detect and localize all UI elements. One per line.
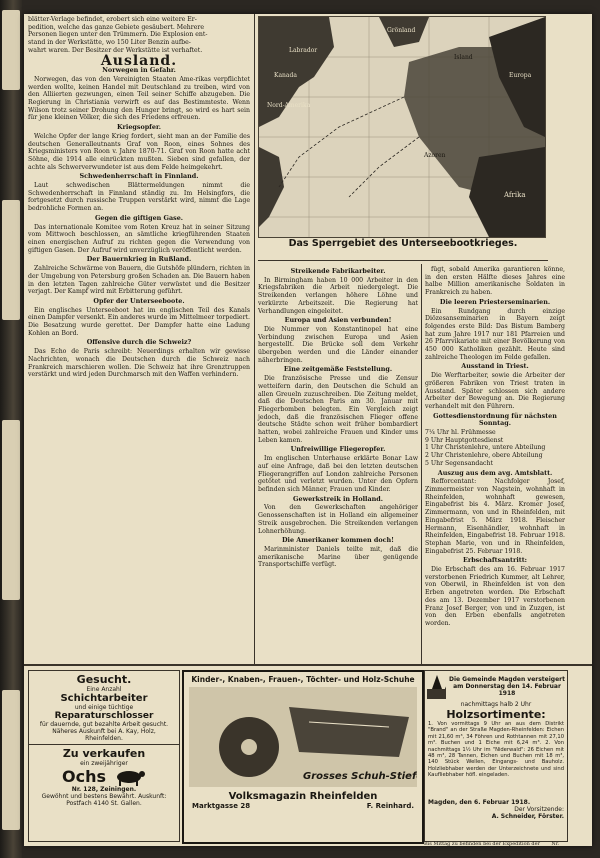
article-heading: Opfer der Unterseeboote. <box>93 296 185 305</box>
binding-strip <box>2 690 20 830</box>
article-text: Laut schwedischen Blättermeldungen nimmt die Schwedenherrschaft in Finnland ständig zu. Im Helsingfors, die fortgesetzt durch russische Truppen verstärkt wird, nimmt die Lage bedrohliche Formen an. <box>28 182 250 213</box>
map-label: Nord-Amerika <box>267 102 311 109</box>
article-heading: Streikende Fabrikarbeiter. <box>290 267 386 275</box>
shoe-banner: Grosses Schuh-Stief <box>303 771 417 782</box>
ad-schuhe: Kinder-, Knaben-, Frauen-, Töchter- und Holz-Schuhe Grosses Schuh-Stief Volksmagazin Rheinfelden Marktgasse 28 F. Reinhard. <box>182 670 424 844</box>
article-text: Ein Rundgang durch einzige Diözesanseminarien in Bayern zeigt folgendes erste Bild: Das Bistum Bamberg hat zum Jahre 1917 nur 181 Pfarreien und 26 Pfarrvikariate mit einer Bevölkerung von 450 000 Katholiken gezählt. Heute sind zahlreiche Theologen im Felde gefallen. <box>425 307 565 361</box>
article-text: fügt, sobald Amerika garantieren könne, in den ersten Hälfte dieses Jahres eine halbe Million amerikanische Soldaten in Frankreich zu haben. <box>425 266 565 297</box>
map-graphic <box>259 17 545 237</box>
article-text: Welche Opfer der lange Krieg fordert, sieht man an der Familie des deutschen Generalleutnants Graf von Roon, eines Sohnes des Kriegsministers von Roon v. Jahre 1870-71. Graf von Roon hatte acht Söhne, die 1914 alle einrückten mußten. Sieben sind gefallen, der achte als Schwerverwundeter ist aus dem Felde heimgekehrt. <box>28 132 250 171</box>
ad-gesucht: Gesucht. Eine Anzahl Schichtarbeiter und einige tüchtige Reparaturschlosser für dauernde, gut bezahlte Arbeit gesucht. Näheres Auskunft bei A. Kay, Holz, Rheinfelden. Zu verkaufen ein zweijähriger Ochs Nr. 128, Zeiningen. Gewöhnt und bestens Bewährt. Auskunft: Postfach 4140 St. Gallen. <box>28 670 180 842</box>
column-rule <box>421 264 422 664</box>
service-item: 1 Uhr Christenlehre, untere Abteilung <box>425 444 546 452</box>
article-heading: Norwegen in Gefahr. <box>102 66 176 75</box>
newspaper-page <box>24 14 592 846</box>
service-item: 5 Uhr Segensandacht <box>425 459 493 467</box>
binding-strip <box>2 10 20 90</box>
article-heading: Die Amerikaner kommen doch! <box>282 536 394 545</box>
article-text: Die französische Presse und die Zensur wetteifern darin, den Deutschen die Schuld an allen Greueln zuzuschreiben. Die Zeitung meldet, daß die Deutschen Paris am 30. Januar mit Fliegerbomben belegten. Ein Vergleich zeigt jedoch, daß die französischen Flieger offene deutsche Städte schon weit früher bombardiert hatten, wobei zahlreiche Frauen und Kinder ums Leben kamen. <box>258 375 418 444</box>
column-rule <box>254 14 255 664</box>
blockade-map <box>258 16 546 238</box>
article-heading: Offensive durch die Schweiz? <box>86 338 192 347</box>
map-label: Europa <box>509 72 532 79</box>
article-heading: Kriegsopfer. <box>116 123 162 132</box>
article-heading: Erbschaftsantritt: <box>462 556 528 565</box>
binding-strip <box>2 200 20 320</box>
caption-rule <box>258 260 548 261</box>
ad-divider <box>29 744 179 745</box>
map-label: Afrika <box>504 191 526 199</box>
article-text: Ein englisches Unterseeboot hat im englischen Teil des Kanals einen Dampfer versenkt. Ein anderes wurde im Mittelmeer torpediert. Die Besatzung wurde gerettet. Der Dampfer hatte eine Ladung Kohlen an Bord. <box>28 306 250 337</box>
article-heading: Gewerkstreik in Holland. <box>293 494 383 503</box>
article-heading: Gottesdienstordnung für nächsten Sonntag. <box>433 411 557 428</box>
map-caption: Das Sperrgebiet des Unterseebootkrieges. <box>288 238 518 249</box>
article-heading: Eine zeitgemäße Feststellung. <box>283 365 393 374</box>
article-heading: Gegen die giftigen Gase. <box>94 213 184 222</box>
page-footer: Bis Mittag zu befinden bei der Expedition der Nr. <box>424 841 560 846</box>
article-text: Norwegen, das von den Vereinigten Staaten Ame-rikas verpflichtet werden wollte, keinen Handel mit Deutschland zu treiben, wird von den Alliierten gezwungen, einen Teil seiner Schiffe abzugeben. Die Regierung in Christiania verwirft es auf das Bestimmteste. Wenn Wilson trotz seiner Drohung den Hunger bringt, so wird es hart sein für jene kleinen Völker, die sich des Friedens erfreuen. <box>28 75 250 122</box>
left-column <box>28 16 250 380</box>
ad-magden: Die Gemeinde Magden versteigert am Donnerstag den 14. Februar 1918 nachmittags halb 2 Uhr Holzsortimente: 1. Von vormittags 9 Uhr an aus dem Distrikt "Brand" an der Straße Magden-Rheinfelden: Eichen mit 21,60 m³, 34 Föhren und Rothtannen mit 27,10 m³. Buchen und 1 Eiche mit 6,24 m³. 2. Von nachmittags 1½ Uhr im "Niderwald": 26 Eichen mit 48 m³, 28 Tannen, Eichen und Buchen mit 18 m³, 140 Stück Wellen, Eingangs- und Bauholz. Holzliebhaber werden der Unterzeichnete und sind Kaufliebhaber höfl. eingeladen. Magden, den 6. Februar 1918. Der Vorsitzende: A. Schneider, Förster. <box>424 670 568 842</box>
map-label: Labrador <box>289 47 318 54</box>
service-list <box>425 429 565 468</box>
right-column <box>425 266 565 629</box>
article-heading: Europa und Asien verbunden! <box>284 316 392 325</box>
article-heading: Der Bauernkrieg in Rußland. <box>86 255 192 264</box>
article-text: In Birmingham haben 10 000 Arbeiter in den Kriegsfabriken die Arbeit niedergelegt. Die Streikenden verlangen höhere Löhne und verkürzte Arbeitszeit. Die Regierung hat Verhandlungen eingeleitet. <box>258 276 418 315</box>
article-text: Die Werftarbeiter, sowie die Arbeiter der größeren Fabriken von Triest traten in Ausstand. Später schlossen sich andere Arbeiter der Bewegung an. Die Regierung verhandelt mit den Führern. <box>425 372 565 410</box>
service-item: 2 Uhr Christenlehre, obere Abteilung <box>425 452 543 460</box>
article-text: Im englischen Unterhause erklärte Bonar Law auf eine Anfrage, daß bei den letzten deutschen Fliegerangriffen auf London zahlreiche Personen getötet und verletzt wurden. Unter den Opfern befinden sich Männer, Frauen und Kinder. <box>258 455 418 493</box>
article-text: Refforcentant: Nachfolger Josef, Zimmermeister von Nagstein, wohnhaft in Rheinfelden, wohnhaft gewesen, Eingabefrist bis 4. März. Kromer Josef, Zimmermann, von und in Rheinfelden, mit Eingabefrist 5. März 1918. Fleischer Hermann, Eisenhändler, wohnhaft in Rheinfelden, Eingabefrist 18. Februar 1918. Stephan Marie, von und in Rheinfelden, Eingabefrist 25. Februar 1918. <box>425 478 565 555</box>
section-title-ausland: Ausland. <box>100 52 178 69</box>
article-heading: Schwedenherrschaft in Finnland. <box>79 172 199 181</box>
article-heading: Auszug aus dem avg. Amtsblatt. <box>437 468 553 477</box>
map-label: Kanada <box>274 72 297 79</box>
middle-column <box>258 266 418 570</box>
forest-icon <box>427 673 446 699</box>
article-heading: Die leeren Priesterseminarien. <box>439 297 551 306</box>
book-binding <box>0 0 22 858</box>
section-rule <box>24 664 592 666</box>
map-label: Grönland <box>387 27 416 34</box>
service-item: 9 Uhr Hauptgottesdienst <box>425 436 504 444</box>
article-text: Zahlreiche Schwärme von Bauern, die Gutshöfe plündern, richten in der Umgebung von Petersburg großen Schaden an. Die Bauern haben in den letzten Tagen zahlreiche Güter verwüstet und die Besitzer verjagt. Der Kampf wird mit Erbitterung geführt. <box>28 265 250 296</box>
article-heading: Unfreiwillige Fliegeropfer. <box>290 445 386 454</box>
ox-icon <box>112 768 146 786</box>
article-text: Marinminister Daniels teilte mit, daß die amerikanische Marine über genügende Transportschiffe verfügt. <box>258 545 418 569</box>
article-text: Von den Gewerkschaften angehöriger Genossenschaften ist in Holland ein allgemeiner Streik ausgebrochen. Die Streikenden verlangen Lohnerhöhung. <box>258 504 418 535</box>
article-heading: Ausstand in Triest. <box>461 362 529 371</box>
article-text: Die Erbschaft des am 16. Februar 1917 verstorbenen Friedrich Kummer, alt Lehrer, von Oberwil, in Rheinfelden ist von den Erben angetreten worden. Die Erbschaft des am 13. Dezember 1917 verstorbenen Franz Josef Berger, von und in Zuzgen, ist von den Erben ebenfalls angetreten worden. <box>425 566 565 627</box>
article-text: Die Nummer von Konstantinopel hat eine Verbindung zwischen Europa und Asien hergestellt. Die Brücke soll dem Verkehr übergeben werden und die Länder einander näherbringen. <box>258 325 418 364</box>
map-label: Island <box>454 54 473 61</box>
map-label: Azoren <box>424 152 446 159</box>
shoe-illustration <box>189 687 417 787</box>
binding-strip <box>2 420 20 600</box>
service-item: 7¼ Uhr hl. Frühmesse <box>425 429 496 437</box>
article-text: Das internationale Komitee vom Roten Kreuz hat in seiner Sitzung vom Mittwoch beschlossen, an sämtliche kriegführenden Staaten einen energischen Aufruf zu richten gegen die Verwendung von giftigen Gasen. Der Aufruf wird unverzüglich veröffentlicht werden. <box>28 223 250 254</box>
article-text: Das Echo de Paris schreibt: Neuerdings erhalten wir gewisse Nachrichten, wonach die Deutschen durch die Schweiz nach Frankreich marschieren wollen. Die Schweiz hat ihre Grenztruppen verstärkt und wird jeden Durchmarsch mit den Waffen verhindern. <box>28 348 250 379</box>
top-fragment: blätter-Verlage befindet, erobert sich eine weitere Er- pedition, welche das ganze Gebiete gesäubert. Mehrere Personen liegen unter den Trümmern. Die Explosion ent- stand in der Werkstätte, wo 150 Liter Benzin aufbe- wahrt waren. Der Besitzer der Werkstätte ist verhaftet. <box>28 16 208 54</box>
